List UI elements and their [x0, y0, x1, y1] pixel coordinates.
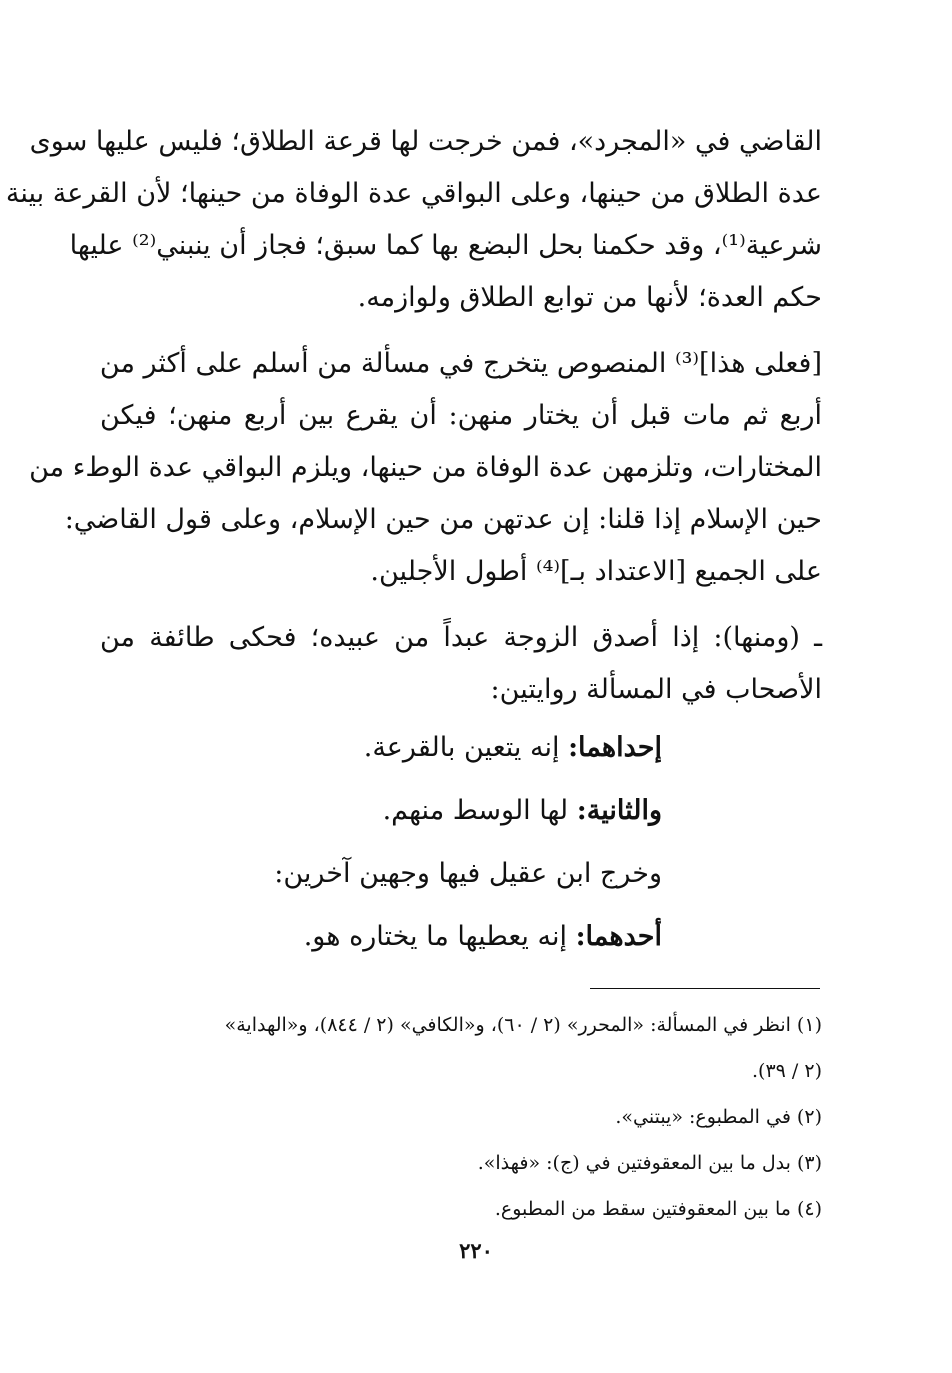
item-lead: إحداهما:: [568, 732, 662, 763]
footnote: (١) انظر في المسألة: «المحرر» (٢ / ٦٠)، و«الكافي» (٢ / ٨٤٤)، و«الهداية»: [224, 1014, 822, 1036]
footnote: (٤) ما بين المعقوفتين سقط من المطبوع.: [494, 1198, 822, 1220]
footnote-separator: [590, 988, 820, 989]
text-line: حكم العدة؛ لأنها من توابع الطلاق ولوازمه.: [357, 282, 822, 313]
footnote-continuation: (٢ / ٣٩).: [752, 1060, 822, 1082]
text-line: الأصحاب في المسألة روايتين:: [490, 674, 822, 705]
item-lead: أحدهما:: [575, 921, 662, 952]
text-line: على الجميع [الاعتداد بـ]⁽⁴⁾ أطول الأجلين.: [370, 556, 822, 587]
list-item: [100, 905, 822, 968]
text-line: [فعلى هذا]⁽³⁾ المنصوص يتخرج في مسألة من أسلم على أكثر من: [99, 348, 822, 379]
text-line: ـ (ومنها): إذا أصدق الزوجة عبداً من عبيده؛ فحكى طائفة من: [100, 622, 822, 653]
list-item: [100, 842, 822, 905]
text-line: القاضي في «المجرد»، فمن خرجت لها قرعة الطلاق؛ فليس عليها سوى: [29, 126, 822, 157]
item-text: إنه يتعين بالقرعة.: [363, 732, 569, 763]
list-item: [100, 716, 822, 779]
page-number: ٢٢٠: [459, 1238, 493, 1263]
item-text: إنه يعطيها ما يختاره هو.: [303, 921, 576, 952]
text-line: أربع ثم مات قبل أن يختار منهن: أن يقرع بين أربع منهن؛ فيكن: [100, 400, 822, 431]
item-text: لها الوسط منهم.: [382, 795, 577, 826]
text-line: حين الإسلام إذا قلنا: إن عدتهن من حين الإسلام، وعلى قول القاضي:: [64, 504, 822, 535]
text-line: عدة الطلاق من حينها، وعلى البواقي عدة الوفاة من حينها؛ لأن القرعة بينة: [5, 178, 822, 209]
text-line: المختارات، وتلزمهن عدة الوفاة من حينها، ويلزم البواقي عدة الوطء من: [29, 452, 822, 483]
main-text: [5, 116, 822, 968]
text-line: شرعية⁽¹⁾، وقد حكمنا بحل البضع بها كما سبق؛ فجاز أن ينبني⁽²⁾ عليها: [69, 230, 822, 261]
footnote: (٣) بدل ما بين المعقوفتين في (ج): «فهذا».: [477, 1152, 822, 1174]
footnote: (٢) في المطبوع: «يبتني».: [615, 1106, 822, 1128]
list-item: [100, 779, 822, 842]
footnotes: [95, 1002, 822, 1232]
item-lead: والثانية:: [576, 795, 662, 826]
item-text: وخرج ابن عقيل فيها وجهين آخرين:: [274, 858, 662, 889]
